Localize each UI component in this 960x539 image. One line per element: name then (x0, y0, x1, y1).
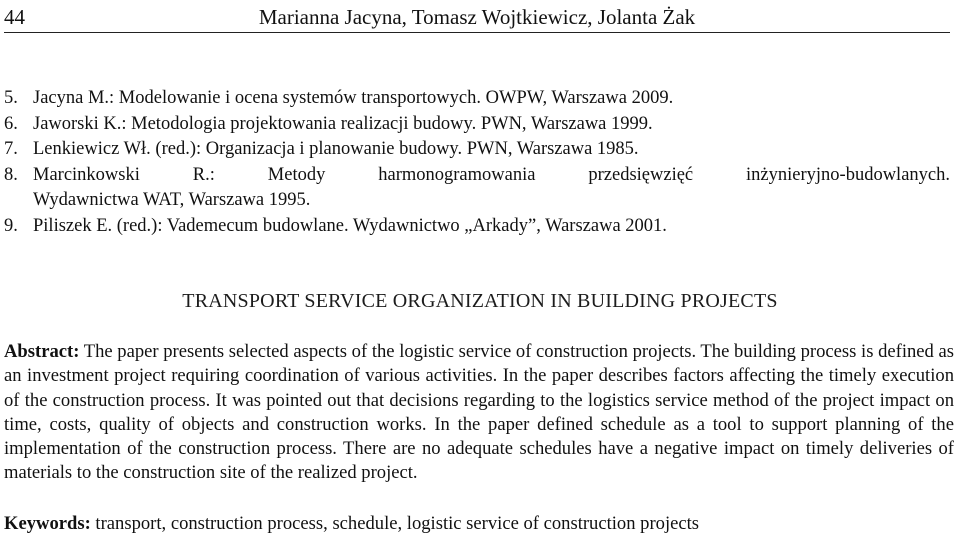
abstract-text: The paper presents selected aspects of the logistic service of construction projects. The building process is defined as an investment project requiring coordination of various activities. In the paper describes factors affecting the timely execution of the construction process. It was pointed out that decisions regarding to the logistics service method of the project impact on time, costs, quality of objects and construction works. In the paper defined schedule as a tool to support planning of the implementation of the construction process. There are no adequate schedules have a negative impact on timely deliveries of materials to the construction site of the realized project. (4, 341, 955, 484)
reference-text-continued: Wydawnictwa WAT, Warszawa 1995. (33, 190, 311, 210)
reference-item (4, 163, 950, 214)
abstract-label: Abstract: (4, 341, 80, 362)
reference-text: Jacyna M.: Modelowanie i ocena systemów transportowych. OWPW, Warszawa 2009. (33, 88, 674, 108)
reference-item (4, 86, 950, 112)
reference-item (4, 112, 950, 138)
reference-text: Piliszek E. (red.): Vademecum budowlane. Wydawnictwo „Arkady”, Warszawa 2001. (33, 215, 667, 236)
abstract-paragraph (4, 340, 954, 486)
running-header-authors: Marianna Jacyna, Tomasz Wojtkiewicz, Jolanta Żak (258, 5, 696, 29)
reference-item (4, 137, 950, 163)
reference-number: 7. (4, 139, 18, 159)
reference-number: 6. (4, 113, 18, 134)
reference-item (4, 214, 950, 240)
reference-text: Lenkiewicz Wł. (red.): Organizacja i planowanie budowy. PWN, Warszawa 1985. (33, 139, 639, 159)
page-number: 44 (4, 5, 25, 29)
reference-text: Marcinkowski R.: Metody harmonogramowania przedsięwzięć inżynieryjno-budowlanych. (33, 164, 950, 185)
reference-number: 9. (4, 215, 18, 236)
reference-number: 5. (4, 88, 18, 108)
paper-title: TRANSPORT SERVICE ORGANIZATION IN BUILDING PROJECTS (182, 290, 778, 312)
reference-list (4, 86, 950, 239)
keywords-label: Keywords: (4, 513, 91, 534)
keywords-paragraph (4, 512, 954, 536)
keywords-text: transport, construction process, schedule, logistic service of construction projects (95, 513, 700, 534)
reference-number: 8. (4, 164, 18, 185)
reference-text: Jaworski K.: Metodologia projektowania realizacji budowy. PWN, Warszawa 1999. (33, 113, 653, 134)
running-header (4, 4, 950, 33)
